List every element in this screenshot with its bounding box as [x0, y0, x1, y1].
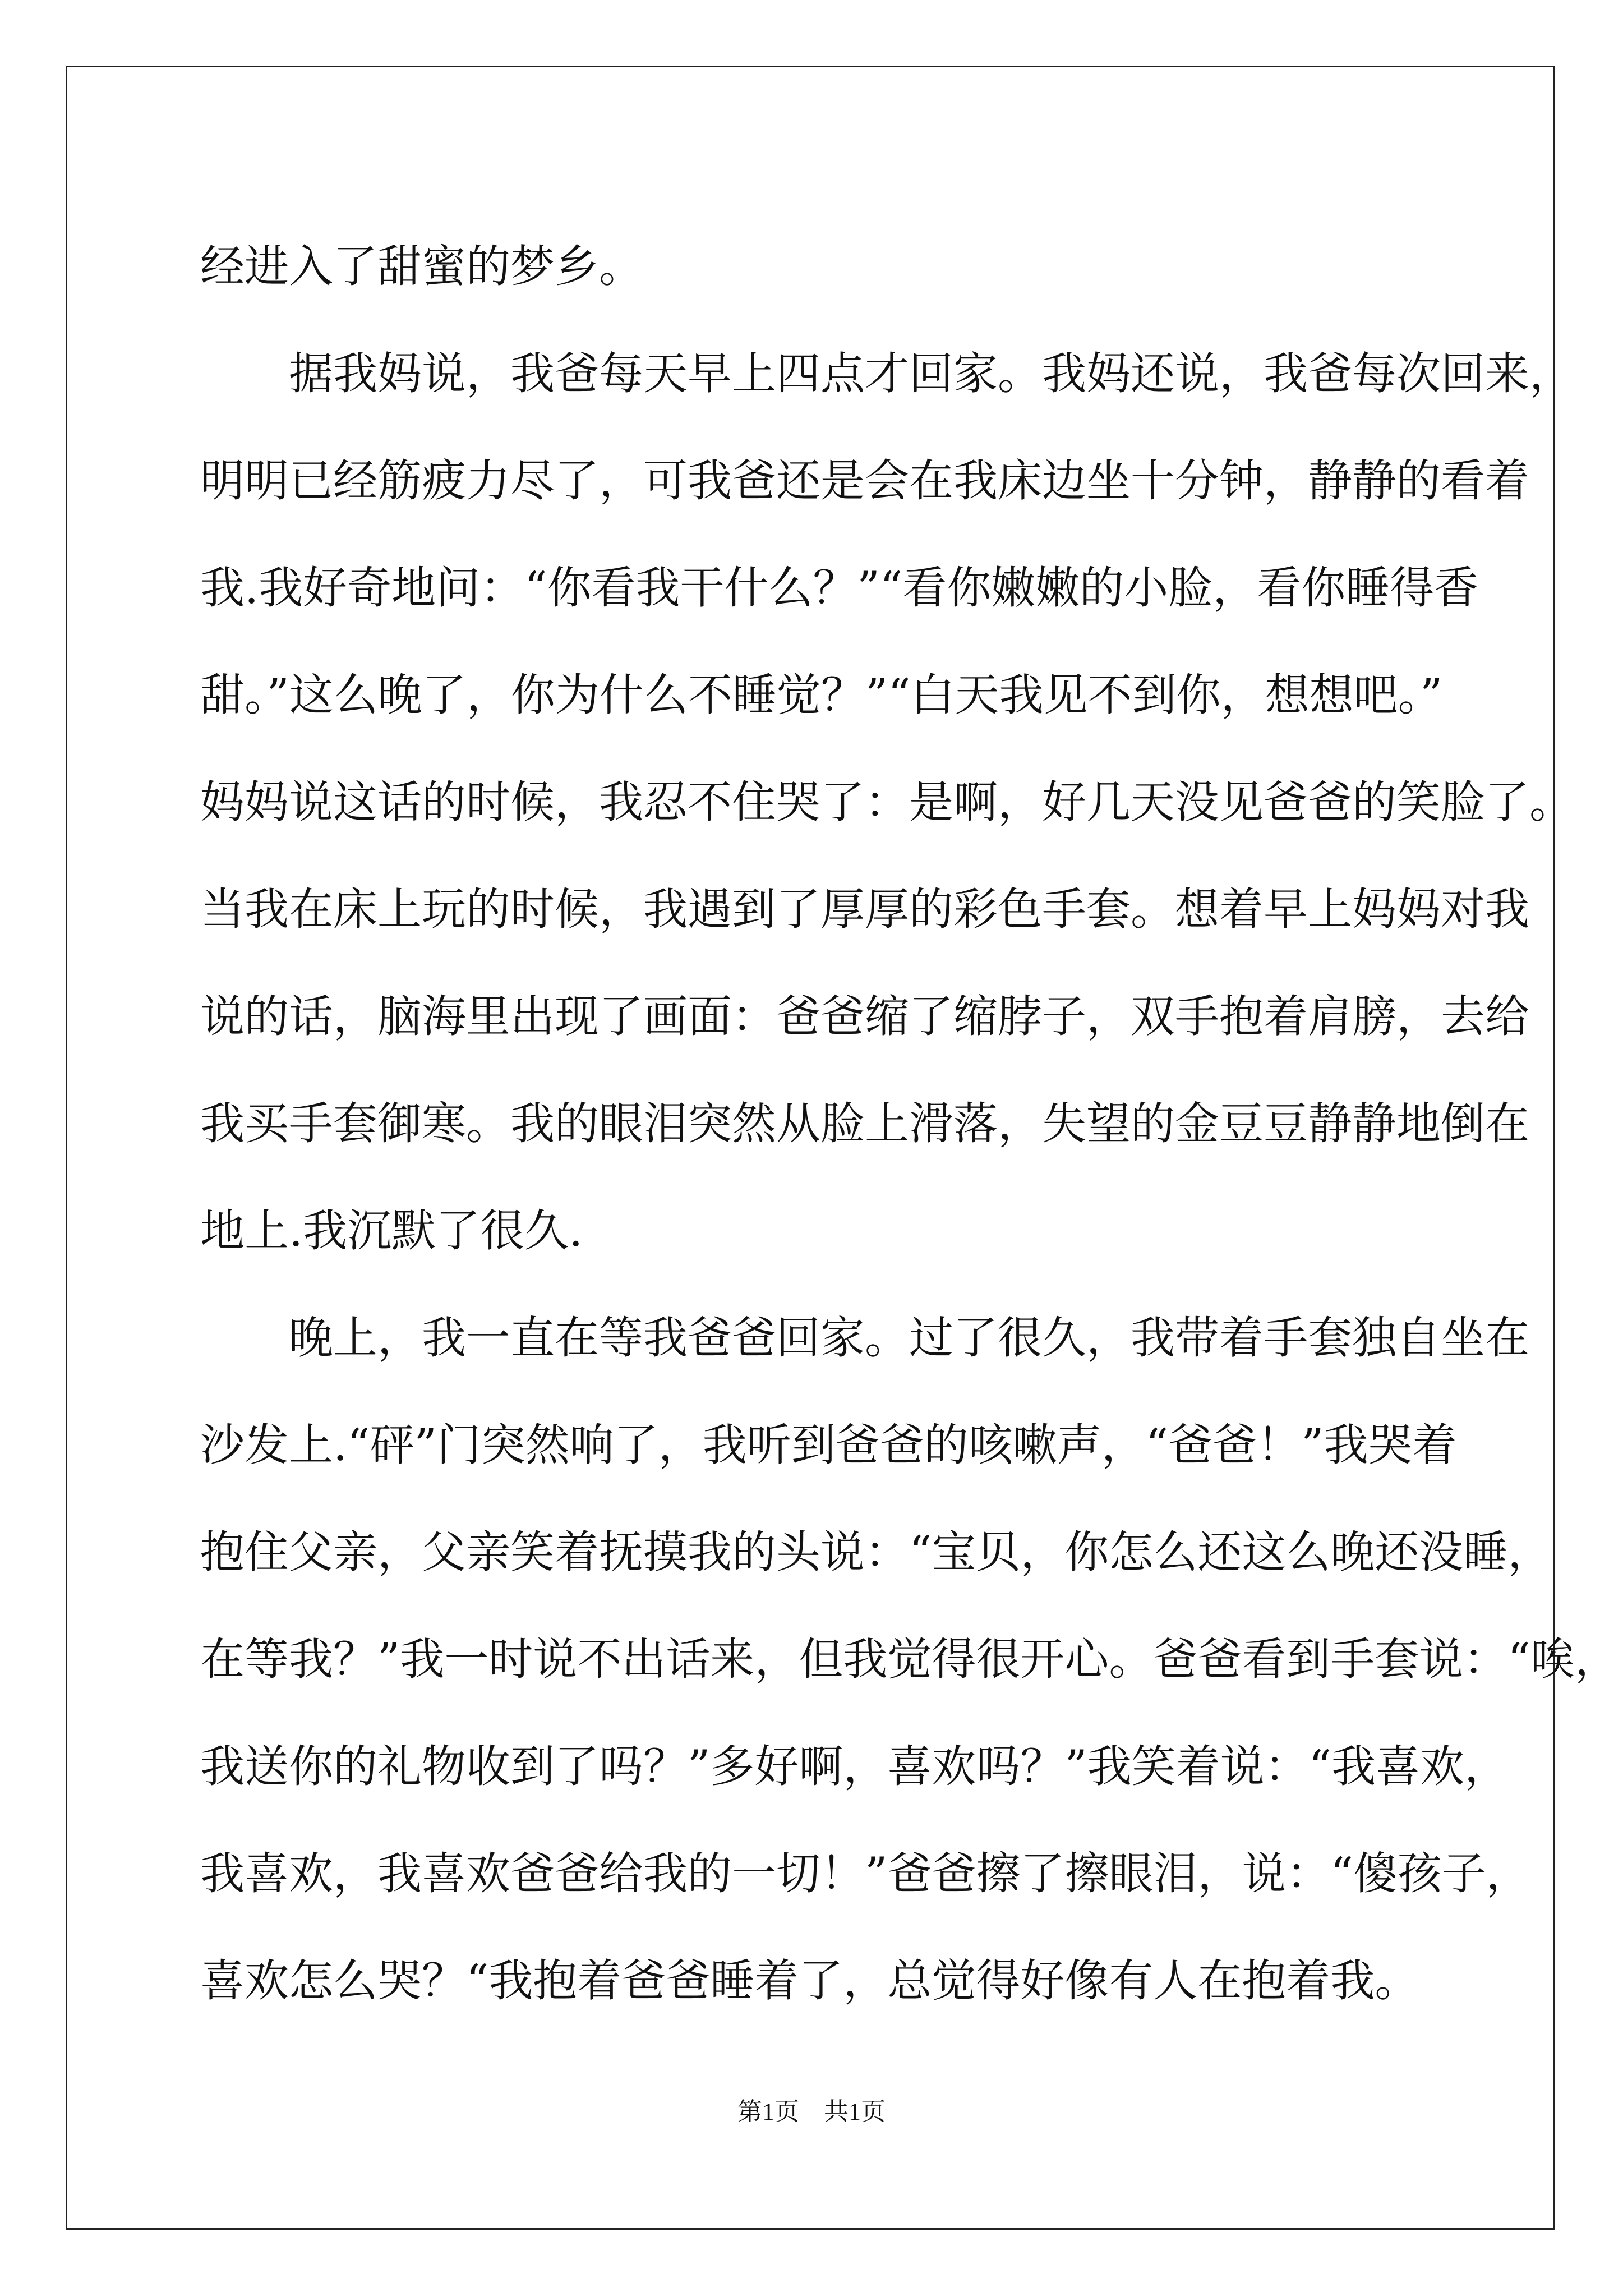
text-line: 在等我？”我一时说不出话来，但我觉得很开心。爸爸看到手套说：“唉，: [200, 1634, 1619, 1685]
text-line: 据我妈说，我爸每天早上四点才回家。我妈还说，我爸每次回来，: [200, 348, 1574, 399]
text-line: 甜。”这么晚了，你为什么不睡觉？”“白天我见不到你，想想吧。”: [200, 669, 1443, 721]
text-line: 沙发上.“砰”门突然响了，我听到爸爸的咳嗽声，“爸爸！”我哭着: [200, 1419, 1457, 1471]
text-line: 说的话，脑海里出现了画面：爸爸缩了缩脖子，双手抱着肩膀，去给: [200, 991, 1529, 1042]
text-line: 喜欢怎么哭？“我抱着爸爸睡着了，总觉得好像有人在抱着我。: [200, 1955, 1419, 2007]
text-line: 经进入了甜蜜的梦乡。: [200, 241, 643, 292]
text-line: 我送你的礼物收到了吗？”多好啊，喜欢吗？”我笑着说：“我喜欢，: [200, 1741, 1509, 1792]
text-line: 我.我好奇地问：“你看我干什么？”“看你嫩嫩的小脸，看你睡得香: [200, 562, 1479, 614]
text-line: 当我在床上玩的时候，我遇到了厚厚的彩色手套。想着早上妈妈对我: [200, 884, 1529, 935]
document-body: [200, 213, 1619, 2035]
text-line: 我买手套御寒。我的眼泪突然从脸上滑落，失望的金豆豆静静地倒在: [200, 1098, 1529, 1149]
text-line: 晚上，我一直在等我爸爸回家。过了很久，我带着手套独自坐在: [200, 1312, 1529, 1364]
text-line: 明明已经筋疲力尽了，可我爸还是会在我床边坐十分钟，静静的看着: [200, 455, 1529, 507]
text-line: 抱住父亲，父亲笑着抚摸我的头说：“宝贝，你怎么还这么晚还没睡，: [200, 1526, 1552, 1578]
text-line: 妈妈说这话的时候，我忍不住哭了：是啊，好几天没见爸爸的笑脸了。: [200, 776, 1574, 828]
page-number-footer: 第1页 共1页: [737, 2098, 886, 2125]
text-line: 我喜欢，我喜欢爸爸给我的一切！”爸爸擦了擦眼泪，说：“傻孩子，: [200, 1848, 1530, 1899]
text-line: 地上.我沉默了很久.: [200, 1205, 583, 1257]
